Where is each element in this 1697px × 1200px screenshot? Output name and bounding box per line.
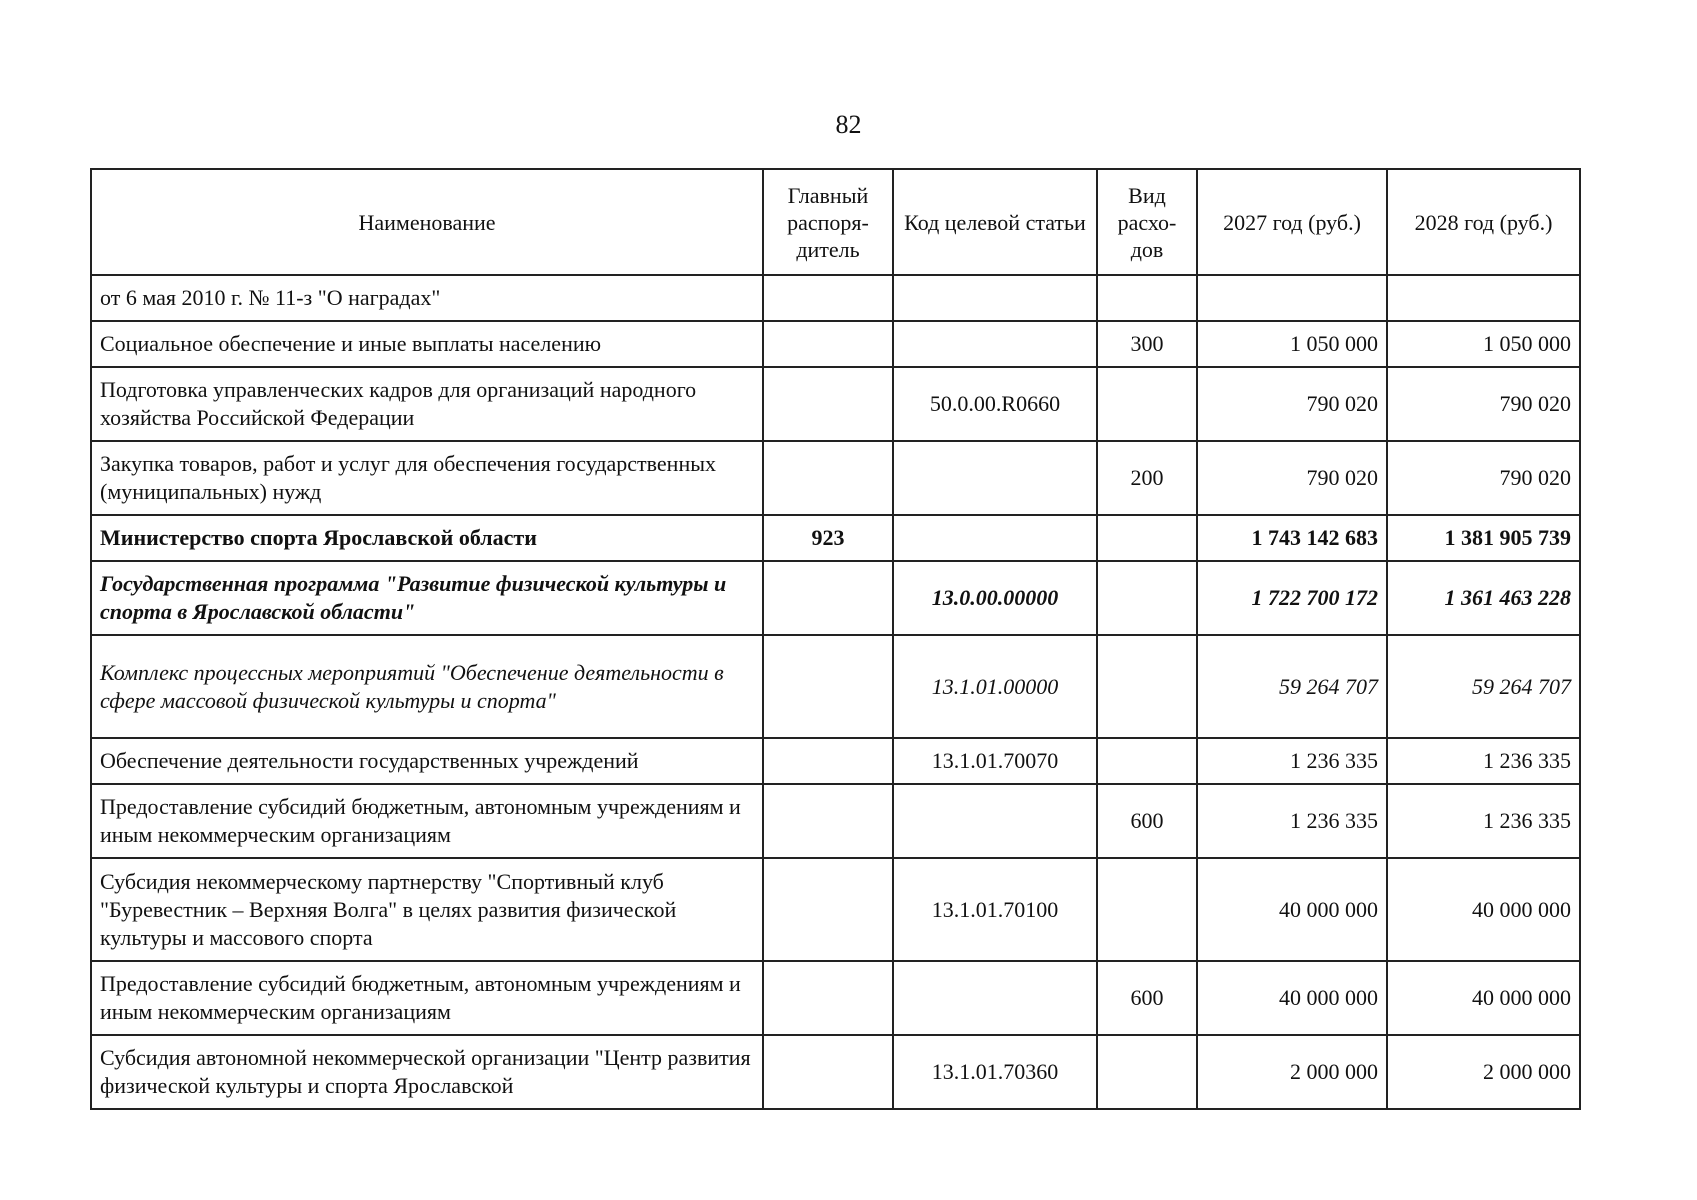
table-row xyxy=(91,858,1580,961)
table-row xyxy=(91,367,1580,441)
row-name: Министерство спорта Ярославской области xyxy=(91,515,763,561)
row-amount-2028: 59 264 707 xyxy=(1387,635,1580,738)
row-target-code xyxy=(893,321,1097,367)
row-expense-kind: 300 xyxy=(1097,321,1197,367)
row-amount-2027: 2 000 000 xyxy=(1197,1035,1387,1109)
row-amount-2027: 1 236 335 xyxy=(1197,738,1387,784)
row-name: Субсидия автономной некоммерческой организации "Центр развития физической культуры и спорта Ярославской xyxy=(91,1035,763,1109)
row-target-code xyxy=(893,961,1097,1035)
row-name: Социальное обеспечение и иные выплаты населению xyxy=(91,321,763,367)
row-amount-2028 xyxy=(1387,275,1580,321)
table-header-row xyxy=(91,169,1580,275)
row-amount-2028: 1 236 335 xyxy=(1387,738,1580,784)
row-expense-kind xyxy=(1097,275,1197,321)
row-amount-2027 xyxy=(1197,275,1387,321)
row-main-manager: 923 xyxy=(763,515,893,561)
table-row xyxy=(91,635,1580,738)
header-expense-kind: Вид расхо-дов xyxy=(1097,169,1197,275)
header-year-2028: 2028 год (руб.) xyxy=(1387,169,1580,275)
row-main-manager xyxy=(763,784,893,858)
row-amount-2027: 1 236 335 xyxy=(1197,784,1387,858)
row-amount-2027: 40 000 000 xyxy=(1197,961,1387,1035)
row-target-code: 13.1.01.70360 xyxy=(893,1035,1097,1109)
row-amount-2027: 40 000 000 xyxy=(1197,858,1387,961)
table-row xyxy=(91,561,1580,635)
row-target-code xyxy=(893,784,1097,858)
row-amount-2028: 790 020 xyxy=(1387,441,1580,515)
table-row xyxy=(91,784,1580,858)
row-target-code: 13.1.01.70070 xyxy=(893,738,1097,784)
row-amount-2027: 1 050 000 xyxy=(1197,321,1387,367)
row-amount-2028: 2 000 000 xyxy=(1387,1035,1580,1109)
row-target-code xyxy=(893,275,1097,321)
row-amount-2027: 790 020 xyxy=(1197,441,1387,515)
header-target-code: Код целевой статьи xyxy=(893,169,1097,275)
row-name: от 6 мая 2010 г. № 11-з "О наградах" xyxy=(91,275,763,321)
row-amount-2027: 59 264 707 xyxy=(1197,635,1387,738)
row-name: Комплекс процессных мероприятий "Обеспечение деятельности в сфере массовой физической культуры и спорта" xyxy=(91,635,763,738)
row-target-code xyxy=(893,515,1097,561)
row-name: Закупка товаров, работ и услуг для обеспечения государственных (муниципальных) нужд xyxy=(91,441,763,515)
row-target-code: 13.0.00.00000 xyxy=(893,561,1097,635)
row-name: Предоставление субсидий бюджетным, автономным учреждениям и иным некоммерческим организациям xyxy=(91,784,763,858)
row-name: Субсидия некоммерческому партнерству "Спортивный клуб "Буревестник – Верхняя Волга" в целях развития физической культуры и массового спорта xyxy=(91,858,763,961)
row-name: Государственная программа "Развитие физической культуры и спорта в Ярославской области" xyxy=(91,561,763,635)
row-amount-2027: 1 743 142 683 xyxy=(1197,515,1387,561)
table-row xyxy=(91,441,1580,515)
row-target-code xyxy=(893,441,1097,515)
row-expense-kind: 600 xyxy=(1097,961,1197,1035)
row-main-manager xyxy=(763,367,893,441)
header-name: Наименование xyxy=(91,169,763,275)
row-name: Предоставление субсидий бюджетным, автономным учреждениям и иным некоммерческим организациям xyxy=(91,961,763,1035)
row-amount-2028: 40 000 000 xyxy=(1387,858,1580,961)
row-main-manager xyxy=(763,561,893,635)
row-amount-2028: 1 236 335 xyxy=(1387,784,1580,858)
table-row xyxy=(91,515,1580,561)
row-expense-kind xyxy=(1097,561,1197,635)
row-target-code: 50.0.00.R0660 xyxy=(893,367,1097,441)
page-number: 82 xyxy=(835,110,862,139)
row-main-manager xyxy=(763,1035,893,1109)
table-row xyxy=(91,961,1580,1035)
row-expense-kind xyxy=(1097,635,1197,738)
row-main-manager xyxy=(763,635,893,738)
table-row xyxy=(91,738,1580,784)
header-main-manager: Главный распоря-дитель xyxy=(763,169,893,275)
row-main-manager xyxy=(763,961,893,1035)
row-expense-kind xyxy=(1097,1035,1197,1109)
row-expense-kind: 200 xyxy=(1097,441,1197,515)
row-expense-kind xyxy=(1097,858,1197,961)
row-main-manager xyxy=(763,738,893,784)
row-expense-kind xyxy=(1097,738,1197,784)
row-amount-2028: 790 020 xyxy=(1387,367,1580,441)
row-main-manager xyxy=(763,441,893,515)
row-main-manager xyxy=(763,321,893,367)
row-target-code: 13.1.01.70100 xyxy=(893,858,1097,961)
row-name: Подготовка управленческих кадров для организаций народного хозяйства Российской Федерации xyxy=(91,367,763,441)
row-main-manager xyxy=(763,858,893,961)
row-amount-2028: 40 000 000 xyxy=(1387,961,1580,1035)
row-expense-kind xyxy=(1097,367,1197,441)
row-amount-2027: 1 722 700 172 xyxy=(1197,561,1387,635)
row-amount-2028: 1 050 000 xyxy=(1387,321,1580,367)
row-amount-2027: 790 020 xyxy=(1197,367,1387,441)
row-amount-2028: 1 381 905 739 xyxy=(1387,515,1580,561)
row-main-manager xyxy=(763,275,893,321)
row-expense-kind xyxy=(1097,515,1197,561)
row-name: Обеспечение деятельности государственных учреждений xyxy=(91,738,763,784)
row-amount-2028: 1 361 463 228 xyxy=(1387,561,1580,635)
table-row xyxy=(91,1035,1580,1109)
header-year-2027: 2027 год (руб.) xyxy=(1197,169,1387,275)
row-expense-kind: 600 xyxy=(1097,784,1197,858)
budget-table xyxy=(90,168,1581,1110)
table-row xyxy=(91,321,1580,367)
table-row xyxy=(91,275,1580,321)
row-target-code: 13.1.01.00000 xyxy=(893,635,1097,738)
